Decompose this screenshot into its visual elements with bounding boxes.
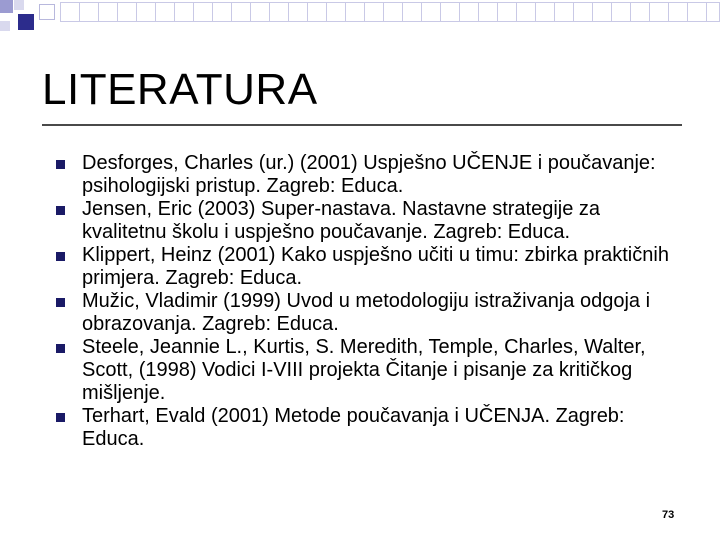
deco-square — [0, 0, 13, 13]
reference-text: Desforges, Charles (ur.) (2001) Uspješno UČENJE i poučavanje: psihologijski pristup. Zagreb: Educa. — [82, 152, 656, 197]
square-bullet-icon — [56, 160, 65, 169]
reference-item — [56, 244, 688, 290]
square-bullet-icon — [56, 298, 65, 307]
square-bullet-icon — [56, 206, 65, 215]
reference-text: Terhart, Evald (2001) Metode poučavanja i UČENJA. Zagreb: Educa. — [82, 405, 625, 450]
reference-text: Jensen, Eric (2003) Super-nastava. Nastavne strategije za kvalitetnu školu i uspješno poučavanje. Zagreb: Educa. — [82, 198, 601, 243]
reference-text: Steele, Jeannie L., Kurtis, S. Meredith, Temple, Charles, Walter, Scott, (1998) Vodici I-VIII projekta Čitanje i pisanje za kritičkog mišljenje. — [82, 336, 646, 404]
decorative-squares-icon — [0, 0, 60, 40]
deco-square — [18, 14, 34, 30]
reference-item — [56, 405, 688, 451]
deco-square — [14, 0, 24, 10]
deco-square — [0, 21, 10, 31]
square-bullet-icon — [56, 344, 65, 353]
deco-square — [39, 4, 55, 20]
reference-item — [56, 198, 688, 244]
slide-title: LITERATURA — [42, 65, 318, 114]
reference-item — [56, 290, 688, 336]
page-number: 73 — [662, 509, 675, 521]
square-bullet-icon — [56, 413, 65, 422]
reference-list — [56, 152, 688, 451]
decorative-grid-strip — [60, 2, 720, 22]
reference-text: Mužic, Vladimir (1999) Uvod u metodologiju istraživanja odgoja i obrazovanja. Zagreb: Educa. — [82, 290, 651, 335]
title-divider — [42, 124, 682, 126]
square-bullet-icon — [56, 252, 65, 261]
reference-item — [56, 152, 688, 198]
reference-text: Klippert, Heinz (2001) Kako uspješno učiti u timu: zbirka praktičnih primjera. Zagreb: Educa. — [82, 244, 669, 289]
reference-item — [56, 336, 688, 405]
